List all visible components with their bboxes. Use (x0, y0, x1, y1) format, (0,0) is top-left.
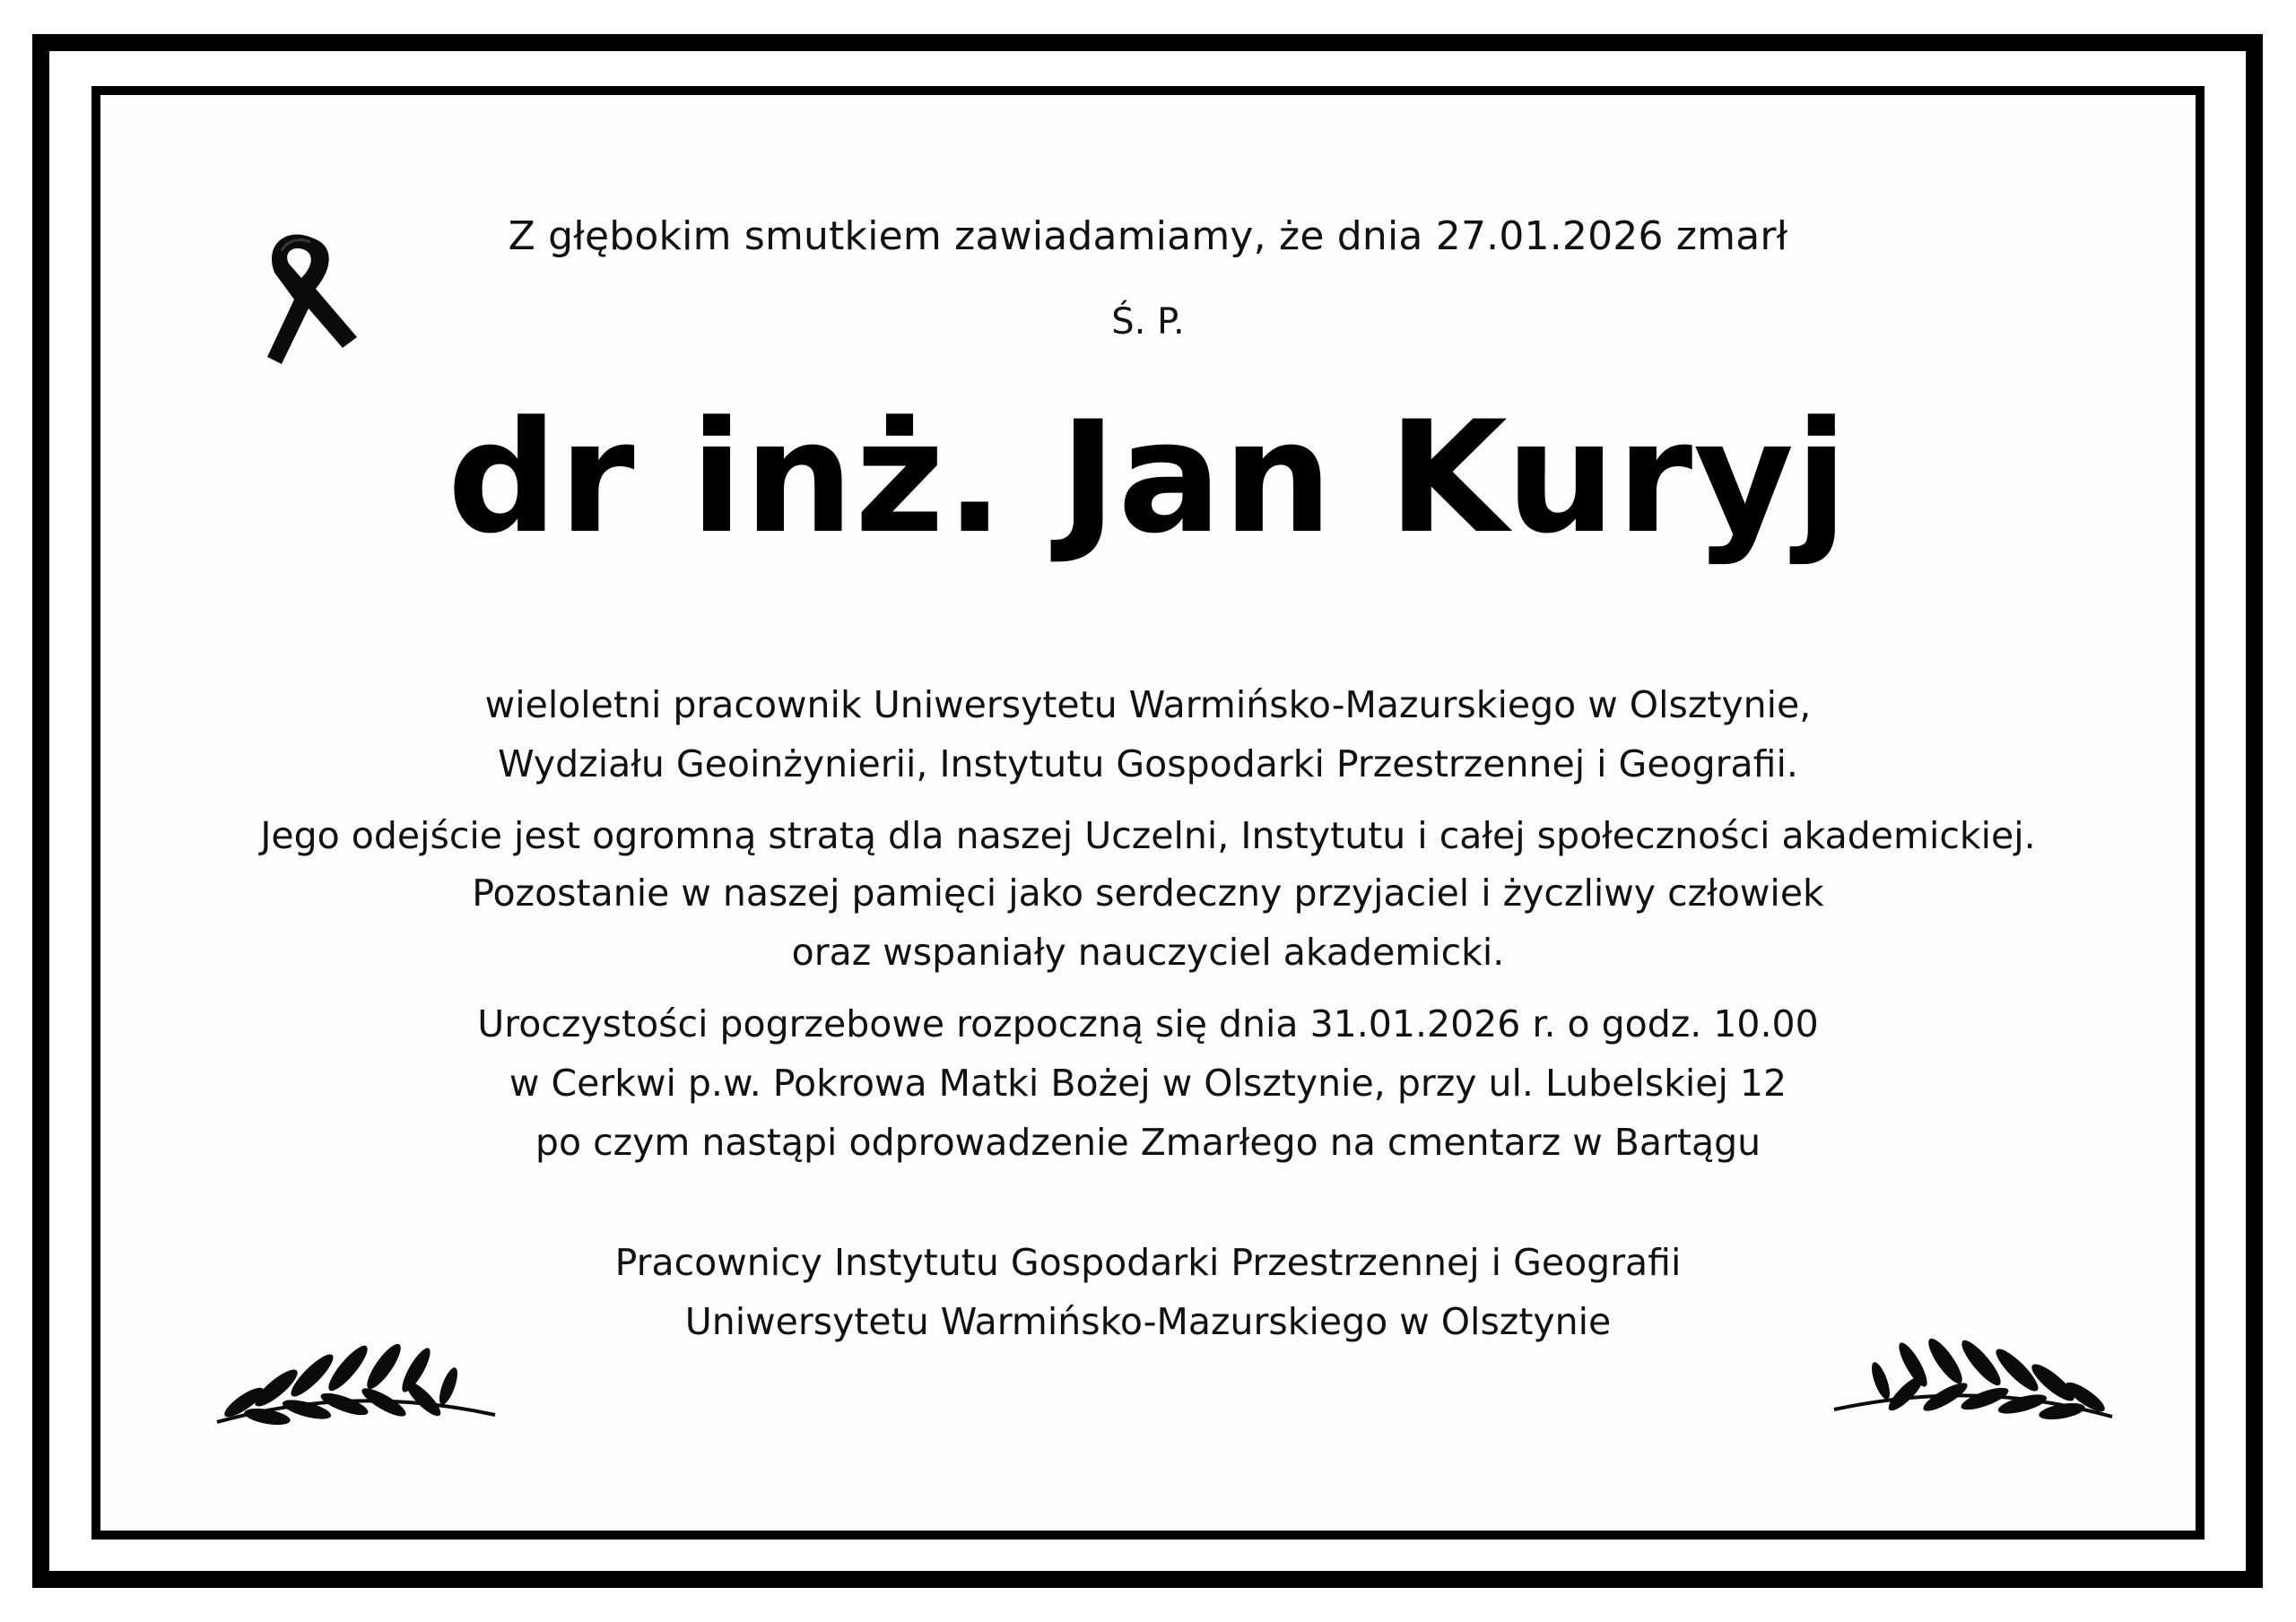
affiliation-line: Wydziału Geoinżynierii, Instytutu Gospodarki Przestrzennej i Geografii. (498, 742, 1798, 785)
honorific: Ś. P. (1111, 301, 1185, 343)
signature-line: Pracownicy Instytutu Gospodarki Przestrzennej i Geografii (614, 1241, 1682, 1284)
announcement-intro: Z głębokim smutkiem zawiadamiamy, że dnia 27.01.2026 zmarł (508, 213, 1788, 259)
tribute-line: Pozostanie w naszej pamięci jako serdeczny przyjaciel i życzliwy człowiek (472, 872, 1824, 915)
signature-line: Uniwersytetu Warmińsko-Mazurskiego w Olsztynie (684, 1300, 1612, 1343)
laurel-branch-icon (208, 1316, 504, 1442)
tribute-line: oraz wspaniały nauczyciel akademicki. (791, 931, 1505, 974)
deceased-name: dr inż. Jan Kuryj (447, 387, 1849, 568)
funeral-line: w Cerkwi p.w. Pokrowa Matki Bożej w Olsztynie, przy ul. Lubelskiej 12 (509, 1062, 1787, 1105)
funeral-line: po czym nastąpi odprowadzenie Zmarłego na cmentarz w Bartągu (535, 1121, 1761, 1164)
laurel-branch-icon (1825, 1311, 2121, 1436)
affiliation-line: wieloletni pracownik Uniwersytetu Warmińsko-Mazurskiego w Olsztynie, (484, 683, 1812, 726)
tribute-line: Jego odejście jest ogromną stratą dla naszej Uczelni, Instytutu i całej społeczności akademickiej. (260, 814, 2036, 857)
funeral-line: Uroczystości pogrzebowe rozpoczną się dnia 31.01.2026 r. o godz. 10.00 (477, 1002, 1819, 1045)
